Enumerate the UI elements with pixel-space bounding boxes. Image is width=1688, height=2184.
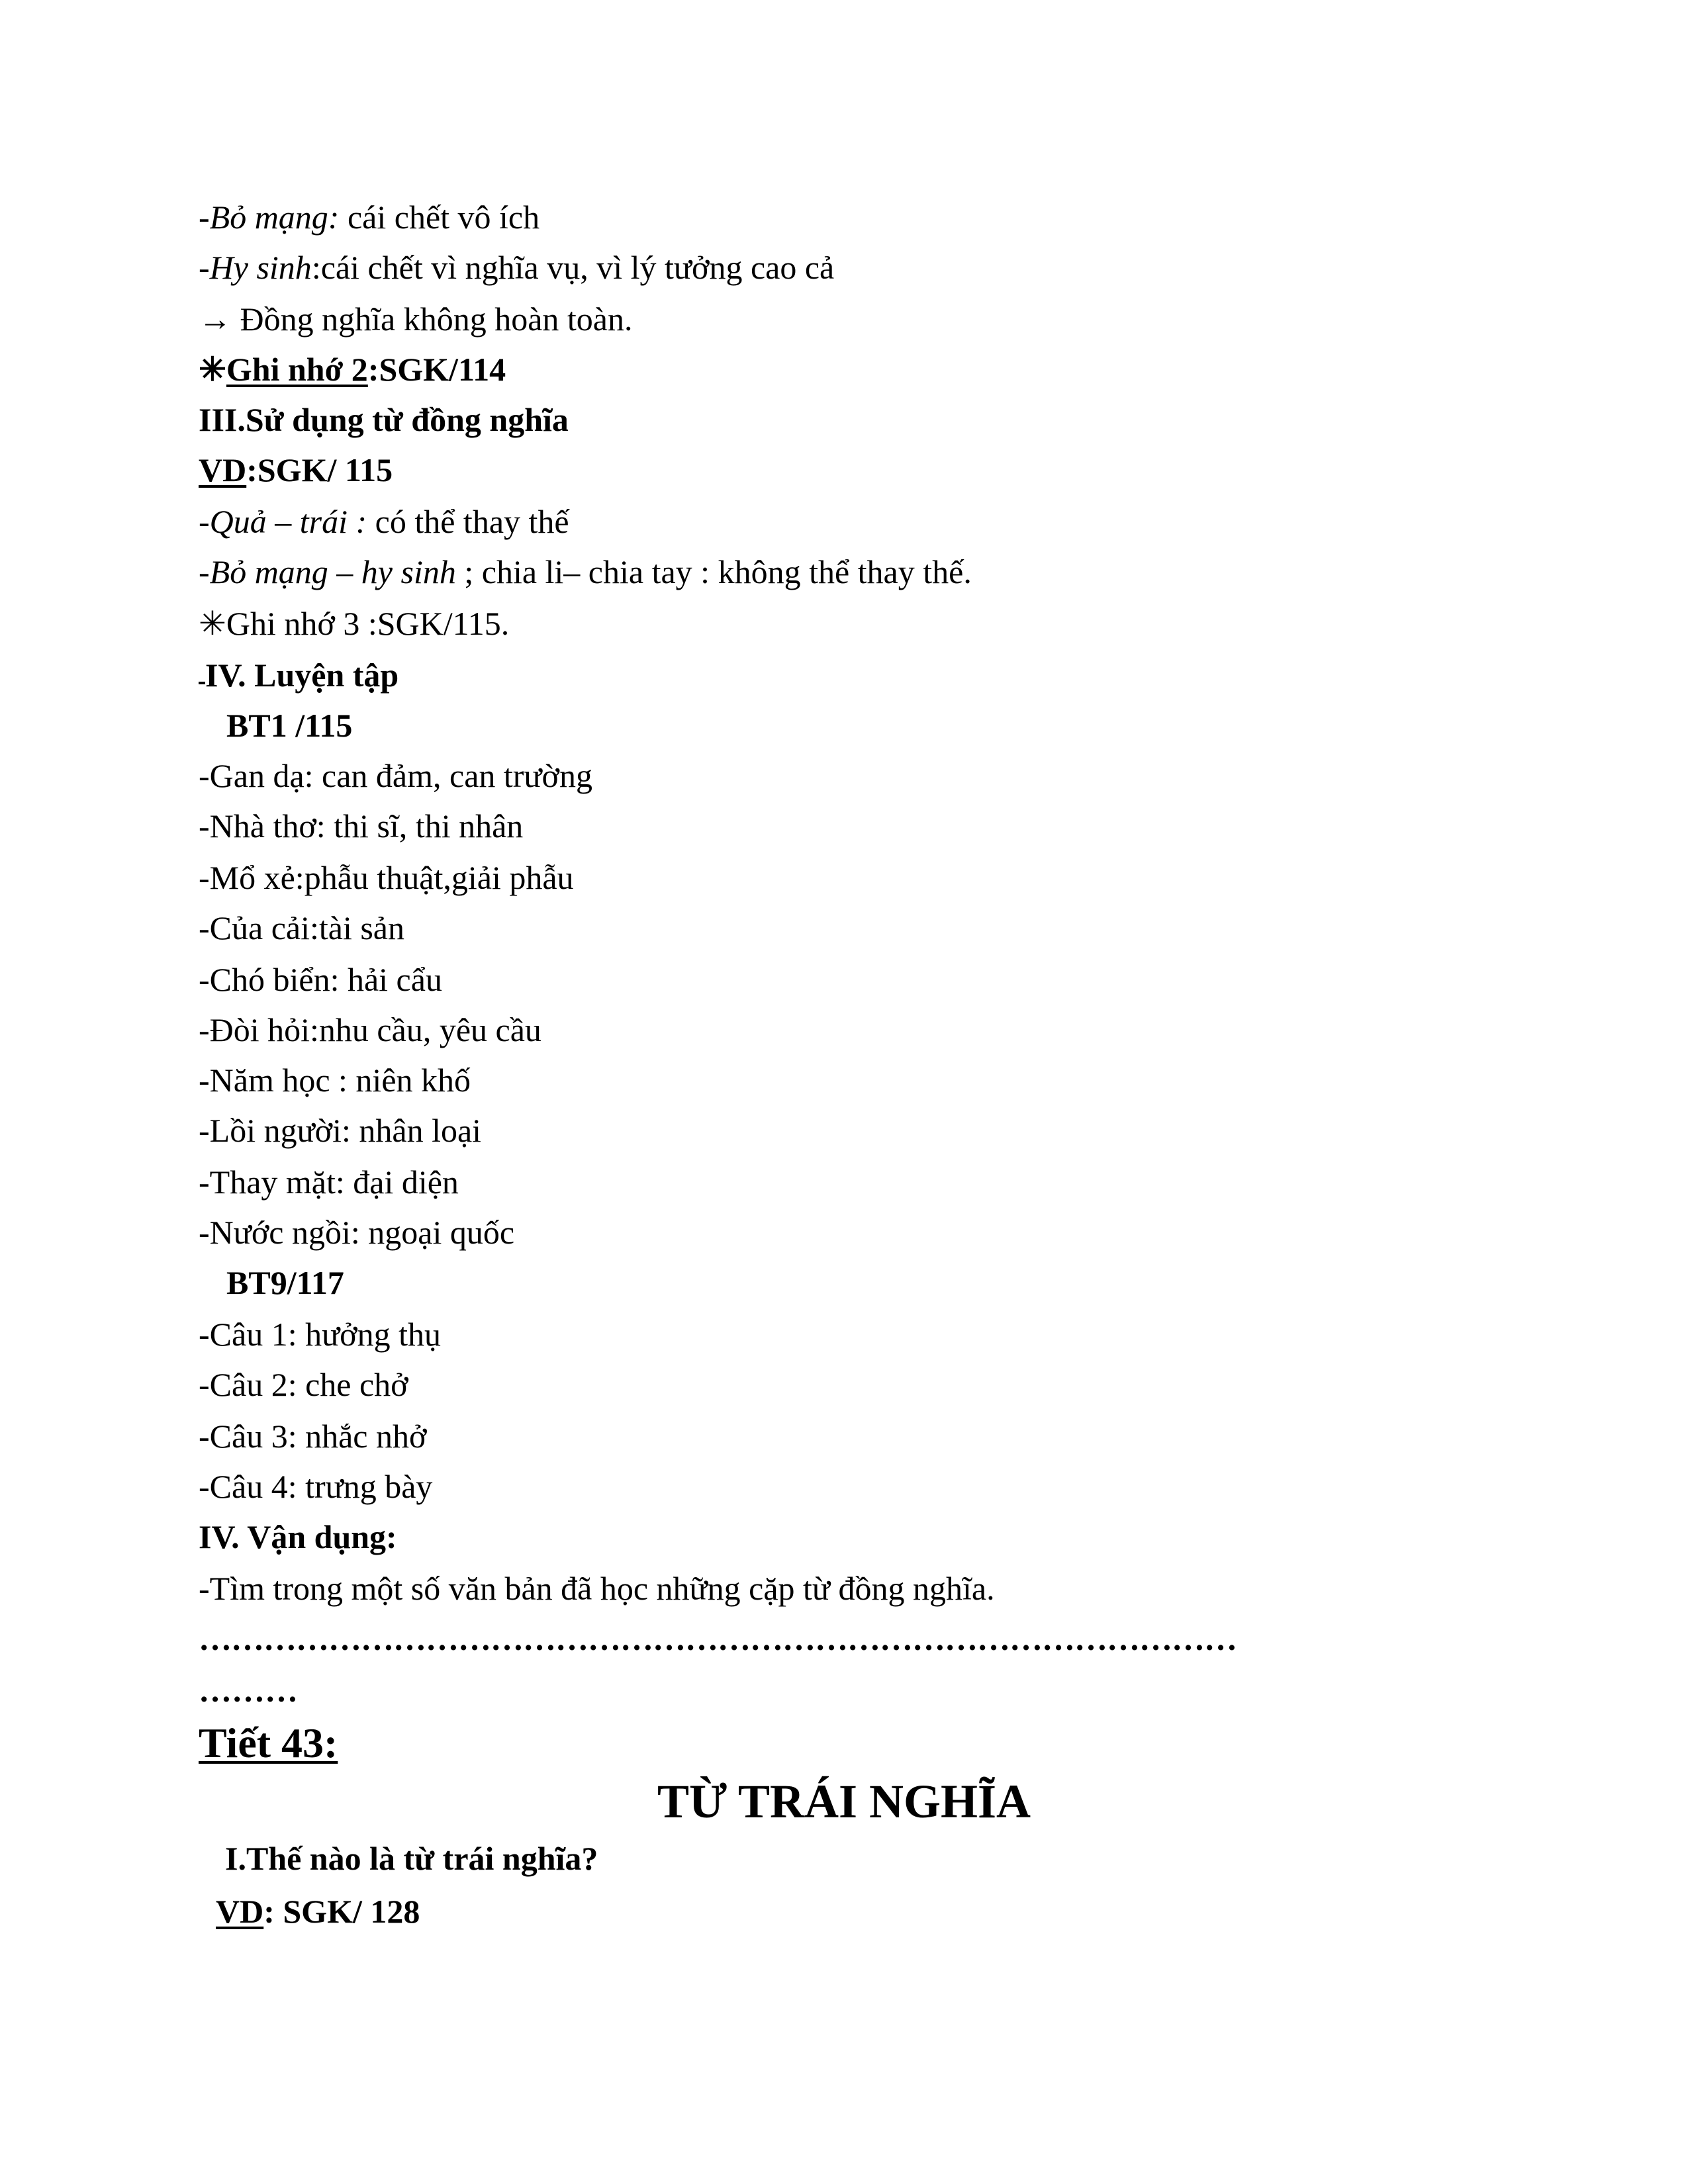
list-item: -Nhà thơ: thi sĩ, thi nhân [199, 807, 524, 844]
line-conclusion: → Đồng nghĩa không hoàn toàn. [199, 300, 633, 338]
list-item: -Câu 2: che chở [199, 1366, 408, 1403]
list-item: -Gan dạ: can đảm, can trường [199, 757, 592, 794]
list-item: -Lồi người: nhân loại [199, 1112, 482, 1149]
heading-bt1: BT1 /115 [226, 707, 353, 744]
line-vd-115: VD:SGK/ 115 [199, 451, 393, 488]
list-item: -Câu 4: trưng bày [199, 1468, 433, 1505]
lesson-title: TỪ TRÁI NGHĨA [657, 1775, 1031, 1828]
dotted-separator-end: ……… [199, 1672, 298, 1709]
list-item: -Nước ngồi: ngoại quốc [199, 1214, 515, 1251]
line-bo-mang: -Bỏ mạng: cái chết vô ích [199, 199, 540, 236]
line-van-dung-task: -Tìm trong một số văn bản đã học những cặp từ đồng nghĩa. [199, 1570, 995, 1607]
arrow-right-icon: → [199, 300, 232, 338]
lesson-number: Tiết 43: [199, 1719, 338, 1766]
line-bo-mang-hy-sinh: -Bỏ mạng – hy sinh ; chia li– chia tay : không thể thay thế. [199, 553, 972, 590]
list-item: -Câu 1: hưởng thụ [199, 1316, 442, 1353]
list-item: -Câu 3: nhắc nhở [199, 1418, 427, 1455]
heading-section-1: I.Thế nào là từ trái nghĩa? [225, 1840, 598, 1877]
heading-section-3: III.Sử dụng từ đồng nghĩa [199, 401, 569, 438]
heading-bt9: BT9/117 [226, 1264, 344, 1301]
list-item: -Chó biển: hải cẩu [199, 961, 442, 998]
line-hy-sinh: -Hy sinh:cái chết vì nghĩa vụ, vì lý tưởng cao cả [199, 249, 835, 286]
heading-van-dung: IV. Vận dụng: [199, 1518, 397, 1555]
small-dash-mark [199, 682, 205, 684]
list-item: -Thay mặt: đại diện [199, 1163, 459, 1201]
line-ghi-nho-3: ✳Ghi nhớ 3 :SGK/115. [199, 605, 510, 642]
line-ghi-nho-2: ✳Ghi nhớ 2:SGK/114 [199, 351, 506, 388]
list-item: -Đòi hỏi:nhu cầu, yêu cầu [199, 1011, 541, 1048]
list-item: -Mổ xẻ:phẫu thuật,giải phẫu [199, 859, 574, 896]
line-qua-trai: -Quả – trái : có thể thay thế [199, 503, 569, 540]
list-item: -Của cải:tài sản [199, 909, 404, 946]
asterisk-icon: ✳ [199, 351, 226, 388]
list-item: -Năm học : niên khố [199, 1062, 471, 1099]
heading-luyen-tap: IV. Luyện tập [205, 657, 399, 694]
dotted-separator: …………………………………………………………………………………… [199, 1620, 1237, 1657]
line-vd-128: VD: SGK/ 128 [216, 1893, 420, 1930]
